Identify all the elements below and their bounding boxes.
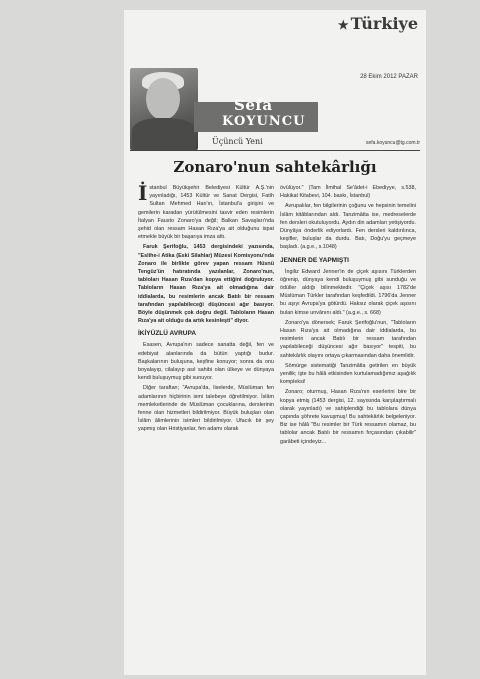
author-first-name: Sefa: [234, 96, 273, 114]
paragraph: Faruk Şerifoğlu, 1453 dergisindeki yazısında, "Eslihe-i Atika (Eski Silahlar) Müzesi Komisyonu'nda Zonaro ile birlikte görev yapan ressam Hüsnü Tengüz'ün hatıratında yazılanlar, Zonaro'nun, tabloları Hasan Rıza'dan kopya ettiğini doğruluyor. Tabloların Hasan Rıza'ya ait olmadığına dair iddialarda, bu resimlerin ancak Batılı bir ressam tarafından yapılabileceği düşüncesi ağır basıyor. Böyle düşünmek çok doğru değil. Tabloların Hasan Rıza'ya ait olduğu da artık kesinleşti" diyor.: [138, 244, 274, 325]
author-photo: [130, 68, 198, 150]
newspaper-clipping: [124, 10, 426, 675]
masthead: [338, 14, 418, 33]
paragraph: Zonaro'ya dönersek; Faruk Şerifoğlu'nun, "Tabloların Hasan Rıza'ya ait olmadığına dair iddialarda, bu resimlerin ancak Batılı bir ressam tarafından yapılabileceği düşüncesi ağır basıyor" tespiti, bu sahtekârlık olayını ortaya çıkarmasından daha önemlidir.: [280, 319, 416, 359]
paragraph: İngiliz Edward Jenner'in de çiçek aşısını Türklerden öğrenip, dünyaya kendi buluşuymuş gibi sunduğu ve ödüller aldığı bilinmektedir. "Çiçek aşısı 1782'de Müslüman Türkler tarafından keşfedildi. 1796'da Jenner bu aşıyı Avrupa'ya götürdü. Haksız olarak çiçek aşısını bulan kimse unvânını aldı." (a.g.e., s. 668): [280, 268, 416, 316]
left-column: [138, 181, 274, 436]
subheading: JENNER DE YAPMIŞTI: [280, 256, 349, 264]
paragraph: Zonaro; oturmuş, Hasan Rıza'nın eserlerini bire bir kopya etmiş (1453 dergisi, 12. sayısında karşılaştırmalı olarak yayınladı) ve sahiplendiği bu tablolara dünya çapında şöhrete kavuşmuş! Bu sahtekârlık belgeleniyor. Biz ise hâlâ "Bu resimler bir Türk ressamın olamaz, bu tablolar ancak Batılı bir ressamın fırçasından çıkabilir" garâbeti içindeyiz...: [280, 389, 416, 445]
author-email: sefa.koyuncu@tg.com.tr: [366, 140, 420, 146]
paragraph: İstanbul Büyükşehir Belediyesi Kültür A.Ş.'nin yayınladığı, 1453 Kültür ve Sanat Dergisi, Fatih Sultan Mehmed Han'ın, İstanbul'a girişini ve gemilerin karadan yürütülmesini tasvir eden resimlerin İtalyan Fausto Zonaro'ya değil; Balkan Savaşları'nda şehid olan ressam Hasan Rıza'ya ait olduğunu ispat etmekle büyük bir başarıya imza attı.: [138, 181, 274, 241]
paragraph: Esasen, Avrupa'nın sadece sanatta değil, fen ve edebiyat alanlarında da bütün yaptığı budur. Başkalarının buluşuna, keşfine konuyor; sonra da onu boyalayıp, cilalayıp asıl sahibi olan ülkeye ve dünyaya kendi buluşuymuş gibi sunuyor.: [138, 342, 274, 382]
star-crescent-icon: ★: [337, 18, 349, 32]
subheading: İKİYÜZLÜ AVRUPA: [138, 330, 197, 338]
paragraph: Diğer taraftan; "Avrupa'da, liselerde, Müslüman fen adamlarının hiçbirinin ismi talebeye öğretilmiyor. İslâm memleketlerinde de Müslüman çocuklarına, derslerinin fenne olan hizmetleri bildirilmiyor. Büyük buluşları olan İslâm âlimlerinin isimleri bildirilmiyor. Ufacık bir şey yapmış olan Hristiyanlar, fen adamı olarak: [138, 385, 274, 433]
issue-date: 28 Ekim 2012 PAZAR: [360, 74, 418, 80]
paragraph: övülüyor." (Tam İlmihal Se'âdet-i Ebediyye, s.538, Hakikat Kitabevi, 104. baskı, İstanbul): [280, 185, 416, 200]
right-column: [280, 184, 416, 448]
paragraph: Sömürge sistematiği Tanzimâtla getirilen en büyük yenilik; işte bu hâlâ etkisinden kurtulamadığımız aşağılık kompleksi!: [280, 362, 416, 386]
masthead-name: Türkiye: [350, 14, 418, 33]
divider: [130, 150, 420, 151]
paragraph: Avrupalılar, fen bilgilerinin çoğunu ve hepsinin temelini İslâm kitâblarından aldı. Tanzimâtta ise, medreselerde fen dersleri okutuluyordu. Aydın din adamları yetişiyordu. Dünyâya önderlik ediyorlardı. Fen dersleri kaldırılınca, keşifler, buluşlar da durdu. Batı, Doğu'yu geçmeye başladı. (a.g.e., s.1048): [280, 203, 416, 251]
author-last-name: KOYUNCU: [222, 114, 306, 129]
headline: Zonaro'nun sahtekârlığı: [173, 158, 377, 176]
column-name: Üçüncü Yeni: [212, 137, 263, 146]
